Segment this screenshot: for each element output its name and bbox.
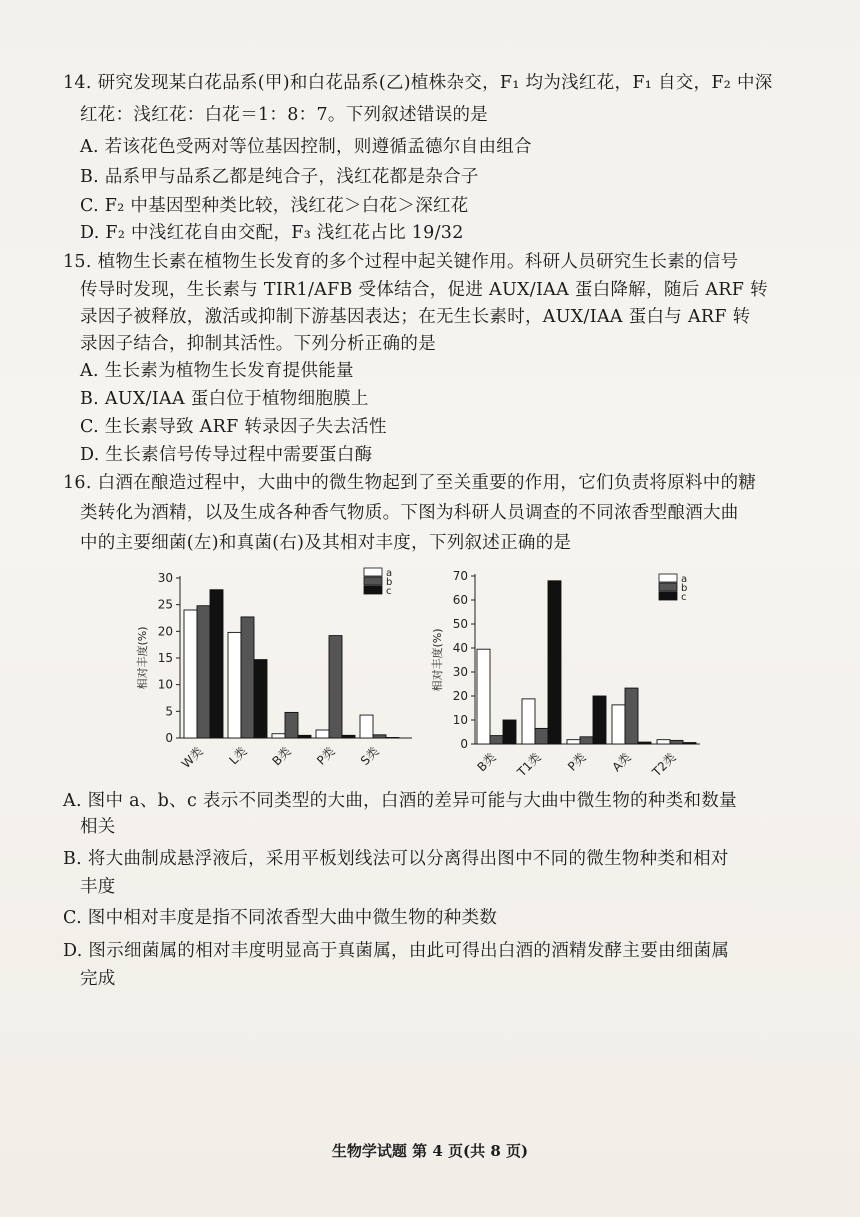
q15-option-b: B. AUX/IAA 蛋白位于植物细胞膜上 <box>80 389 369 409</box>
chart0-legend-swatch-c <box>364 586 382 594</box>
q14-option-c: C. F₂ 中基因型种类比较，浅红花＞白花＞深红花 <box>80 196 469 216</box>
page-footer: 生物学试题 第 4 页(共 8 页) <box>331 1142 529 1160</box>
chart1-ytick-label: 10 <box>452 713 468 727</box>
q15-stem-line3: 录因子被释放，激活或抑制下游基因表达；在无生长素时，AUX/IAA 蛋白与 ARF 转 <box>80 307 751 327</box>
chart1-legend-swatch-c <box>659 592 677 600</box>
chart0-ytick-label: 20 <box>157 624 173 639</box>
chart0-bar-a-3 <box>316 730 329 738</box>
chart1-bar-c-4 <box>683 743 696 744</box>
chart1-ytick-label: 40 <box>452 641 468 655</box>
q14-stem-line1: 14. 研究发现某白花品系(甲)和白花品系(乙)植株杂交，F₁ 均为浅红花，F₁ 自交，F₂ 中深 <box>63 73 773 93</box>
q16-option-a: A. 图中 a、b、c 表示不同类型的大曲，白酒的差异可能与大曲中微生物的种类和数量 <box>63 791 737 811</box>
chart0-legend-swatch-a <box>364 568 382 576</box>
chart1-xtick-label: A类 <box>609 750 634 775</box>
chart0-bar-c-4 <box>386 737 399 738</box>
chart1-xtick-label: T1类 <box>514 750 544 780</box>
q15-stem-line4: 录因子结合，抑制其活性。下列分析正确的是 <box>80 334 436 354</box>
chart0-legend-label-c: c <box>386 586 392 597</box>
chart1-bar-b-1 <box>535 728 548 744</box>
chart1-ytick-label: 0 <box>460 737 468 751</box>
chart1-legend-swatch-b <box>659 583 677 591</box>
q15-option-a: A. 生长素为植物生长发育提供能量 <box>80 361 354 381</box>
chart1-bar-a-0 <box>477 649 490 744</box>
chart1-legend-swatch-a <box>659 574 677 582</box>
chart0-ylabel: 相对丰度(%) <box>136 626 149 690</box>
q15-stem-line1: 15. 植物生长素在植物生长发育的多个过程中起关键作用。科研人员研究生长素的信号 <box>63 252 739 272</box>
chart0-bar-b-3 <box>329 636 342 738</box>
q14-option-b: B. 品系甲与品系乙都是纯合子，浅红花都是杂合子 <box>80 167 479 187</box>
chart1-bar-a-1 <box>522 699 535 744</box>
chart0-xtick-label: P类 <box>314 744 338 768</box>
chart1-xtick-label: T2类 <box>649 750 679 780</box>
chart1-legend-label-b: b <box>681 583 688 594</box>
q15-option-c: C. 生长素导致 ARF 转录因子失去活性 <box>80 417 387 437</box>
chart1-bar-b-3 <box>625 688 638 744</box>
q16-option-a-cont: 相关 <box>80 817 116 837</box>
chart0-ytick-label: 5 <box>165 704 173 719</box>
chart0-bar-b-0 <box>197 606 210 738</box>
chart0-xtick-label: S类 <box>357 744 382 768</box>
chart0-bar-a-1 <box>228 632 241 738</box>
chart0-bar-b-2 <box>285 712 298 738</box>
chart1-bar-c-0 <box>503 720 516 744</box>
fungi-bar-chart <box>430 560 720 780</box>
q15-stem-line2: 传导时发现，生长素与 TIR1/AFB 受体结合，促进 AUX/IAA 蛋白降解，随后 ARF 转 <box>80 280 768 300</box>
chart1-bar-c-2 <box>593 696 606 744</box>
chart0-legend-label-b: b <box>386 577 393 588</box>
chart0-ytick-label: 10 <box>157 677 173 692</box>
chart1-bar-b-2 <box>580 737 593 744</box>
chart0-bar-a-4 <box>360 715 373 738</box>
chart1-ytick-label: 30 <box>452 665 468 679</box>
chart0-legend-swatch-b <box>364 577 382 585</box>
q16-stem-line2: 类转化为酒精，以及生成各种香气物质。下图为科研人员调查的不同浓香型酿酒大曲 <box>80 503 739 523</box>
chart0-bar-c-3 <box>342 735 355 738</box>
chart1-bar-b-4 <box>670 740 683 744</box>
chart0-ytick-label: 0 <box>165 731 173 745</box>
chart1-ytick-label: 50 <box>452 617 468 631</box>
chart0-bar-a-2 <box>272 734 285 738</box>
bacteria-bar-chart <box>130 560 430 780</box>
chart0-ytick-label: 15 <box>157 651 173 665</box>
q14-option-a: A. 若该花色受两对等位基因控制，则遵循孟德尔自由组合 <box>80 137 532 157</box>
chart0-ytick-label: 30 <box>157 571 173 585</box>
chart0-bar-b-4 <box>373 735 386 738</box>
chart0-bar-c-1 <box>254 660 267 738</box>
q16-option-c: C. 图中相对丰度是指不同浓香型大曲中微生物的种类数 <box>63 908 498 928</box>
chart1-xtick-label: P类 <box>565 750 589 774</box>
chart1-bar-a-3 <box>612 705 625 744</box>
chart1-bar-b-0 <box>490 736 503 744</box>
chart1-bar-c-3 <box>638 742 651 744</box>
chart1-legend-label-a: a <box>681 574 688 585</box>
chart1-bar-a-2 <box>567 740 580 744</box>
chart1-ytick-label: 60 <box>452 593 468 607</box>
chart1-ytick-label: 20 <box>452 689 468 703</box>
chart0-bar-b-1 <box>241 617 254 738</box>
chart1-legend-label-c: c <box>681 592 687 603</box>
chart0-bar-c-2 <box>298 735 311 738</box>
chart0-ytick-label: 25 <box>157 597 173 612</box>
chart0-legend-label-a: a <box>386 568 393 579</box>
chart0-xtick-label: B类 <box>269 744 294 769</box>
chart1-ylabel: 相对丰度(%) <box>431 628 444 692</box>
chart0-xtick-label: W类 <box>178 744 206 772</box>
q16-option-d-cont: 完成 <box>80 969 116 989</box>
q16-stem-line3: 中的主要细菌(左)和真菌(右)及其相对丰度，下列叙述正确的是 <box>80 533 572 553</box>
chart0-bar-c-0 <box>210 590 223 738</box>
chart1-bar-c-1 <box>548 581 561 744</box>
chart1-ytick-label: 70 <box>452 569 468 583</box>
chart1-xtick-label: B类 <box>474 750 499 775</box>
chart0-xtick-label: L类 <box>226 744 250 768</box>
q16-option-d: D. 图示细菌属的相对丰度明显高于真菌属，由此可得出白酒的酒精发酵主要由细菌属 <box>63 941 730 961</box>
q16-stem-line1: 16. 白酒在酿造过程中，大曲中的微生物起到了至关重要的作用，它们负责将原料中的糖 <box>63 473 757 493</box>
q16-option-b: B. 将大曲制成悬浮液后，采用平板划线法可以分离得出图中不同的微生物种类和相对 <box>63 849 729 869</box>
chart0-bar-a-0 <box>184 610 197 738</box>
q16-option-b-cont: 丰度 <box>80 877 116 897</box>
q14-option-d: D. F₂ 中浅红花自由交配，F₃ 浅红花占比 19/32 <box>80 223 464 243</box>
chart1-bar-a-4 <box>657 740 670 744</box>
q15-option-d: D. 生长素信号传导过程中需要蛋白酶 <box>80 445 373 465</box>
q14-stem-line2: 红花：浅红花：白花＝1：8：7。下列叙述错误的是 <box>80 105 489 125</box>
